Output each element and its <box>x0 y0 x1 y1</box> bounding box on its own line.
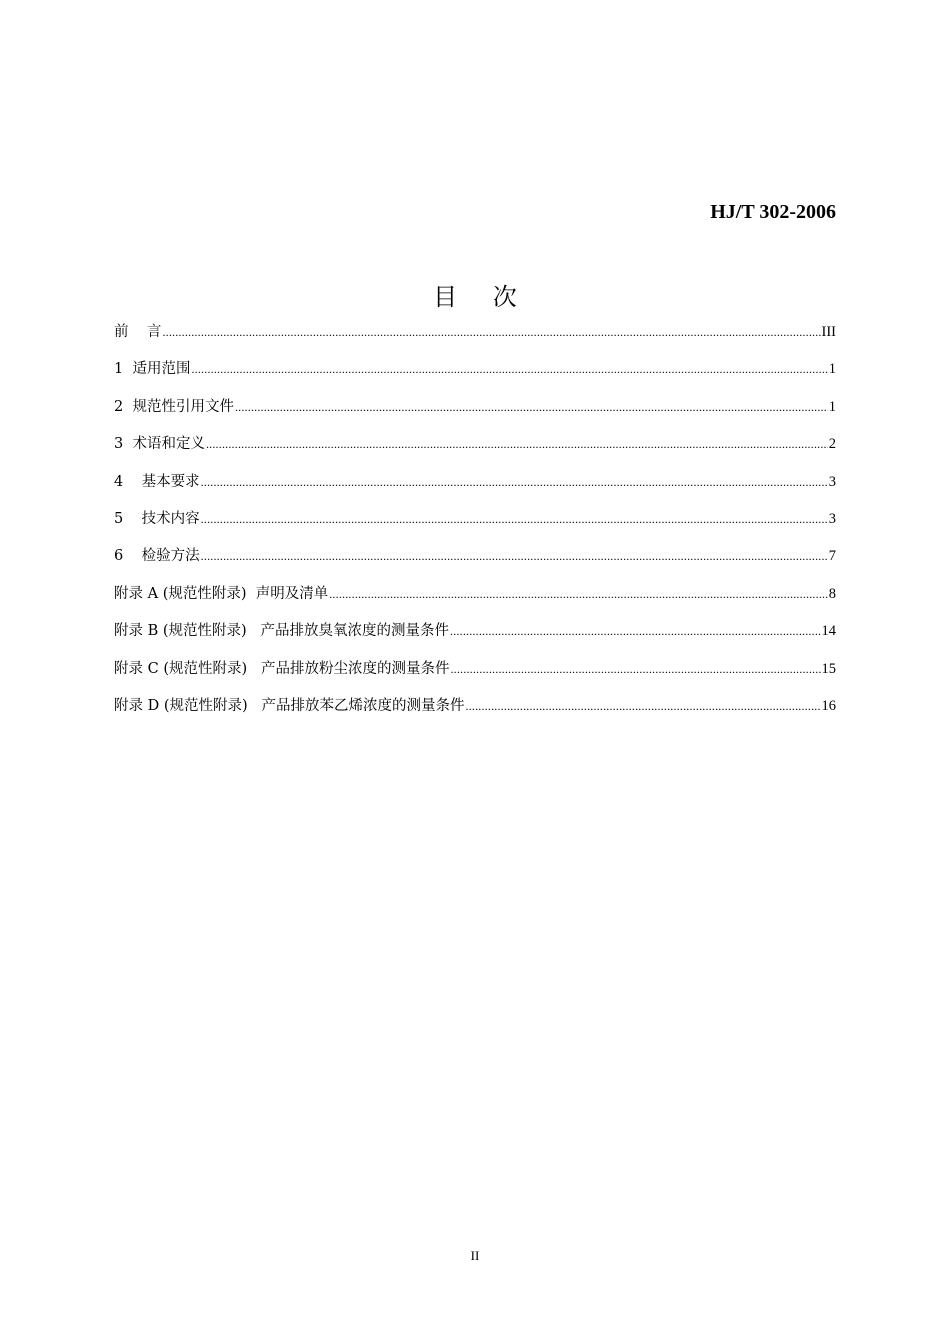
toc-dot-leader <box>450 658 820 680</box>
toc-item-page: 16 <box>821 697 836 714</box>
table-of-contents <box>114 321 836 732</box>
toc-item-label: 前 言 <box>114 324 162 340</box>
toc-dot-leader <box>329 583 828 605</box>
toc-item-page: 1 <box>828 398 836 415</box>
toc-item-appendix-d[interactable] <box>114 695 836 732</box>
toc-item-page: 8 <box>828 585 836 602</box>
toc-dot-leader <box>206 433 828 455</box>
toc-item-appendix-a[interactable] <box>114 583 836 620</box>
toc-item-appendix-c[interactable] <box>114 658 836 695</box>
toc-item-appendix-b[interactable] <box>114 620 836 657</box>
toc-item-label: 2 规范性引用文件 <box>114 398 234 415</box>
standard-code: HJ/T 302-2006 <box>710 201 836 223</box>
toc-item-page: 15 <box>821 660 836 677</box>
toc-item-label: 附录 A (规范性附录) 声明及清单 <box>114 585 329 602</box>
toc-title: 目 次 <box>433 283 531 311</box>
toc-item-normative-references[interactable] <box>114 396 836 433</box>
toc-item-label: 4 基本要求 <box>114 473 200 490</box>
toc-item-page: 3 <box>828 473 836 490</box>
toc-item-label: 附录 D (规范性附录) 产品排放苯乙烯浓度的测量条件 <box>114 697 465 714</box>
toc-item-page: 2 <box>828 436 836 453</box>
toc-dot-leader <box>162 321 820 343</box>
toc-dot-leader <box>450 620 820 642</box>
toc-item-technical-content[interactable] <box>114 508 836 545</box>
toc-item-label: 3 术语和定义 <box>114 436 205 453</box>
toc-item-basic-requirements[interactable] <box>114 471 836 508</box>
toc-item-label: 附录 B (规范性附录) 产品排放臭氧浓度的测量条件 <box>114 623 450 640</box>
toc-item-label: 6 检验方法 <box>114 548 200 565</box>
toc-dot-leader <box>201 545 828 567</box>
toc-item-page: 3 <box>828 510 836 527</box>
toc-item-scope[interactable] <box>114 358 836 395</box>
toc-item-foreword[interactable] <box>114 321 836 358</box>
toc-dot-leader <box>235 396 828 418</box>
toc-item-page: 1 <box>828 361 836 378</box>
toc-dot-leader <box>201 471 828 493</box>
toc-item-terms-definitions[interactable] <box>114 433 836 470</box>
toc-dot-leader <box>465 695 820 717</box>
toc-item-label: 5 技术内容 <box>114 510 200 527</box>
toc-item-label: 附录 C (规范性附录) 产品排放粉尘浓度的测量条件 <box>114 660 450 677</box>
toc-item-page: III <box>821 324 836 340</box>
toc-item-label: 1 适用范围 <box>114 361 191 378</box>
page-number: II <box>470 1248 480 1263</box>
toc-item-page: 7 <box>828 548 836 565</box>
toc-dot-leader <box>191 358 827 380</box>
toc-item-test-methods[interactable] <box>114 545 836 582</box>
toc-item-page: 14 <box>821 623 836 640</box>
toc-dot-leader <box>201 508 828 530</box>
